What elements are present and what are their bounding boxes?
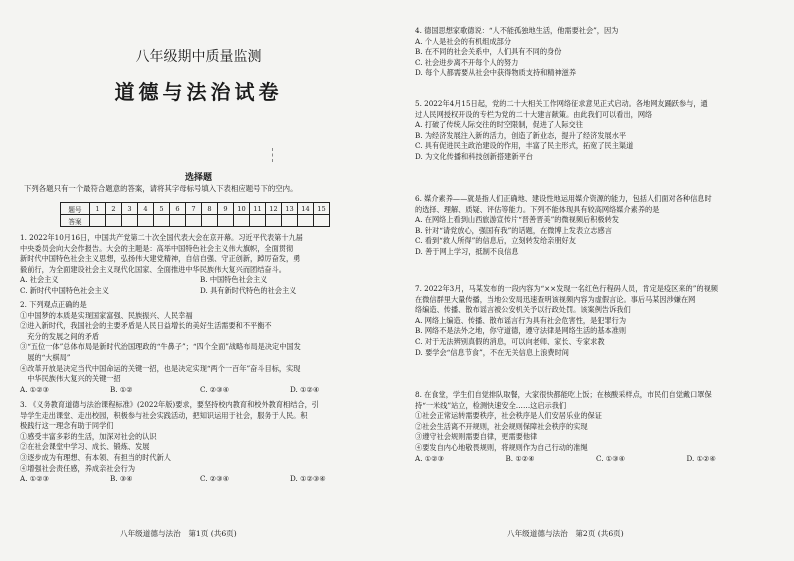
question-1 <box>20 233 380 297</box>
table-header-answer: 答案 <box>61 215 90 227</box>
question-text: 1. 2022年10月16日，中国共产党第二十次全国代表大会在京开幕。习近平代表第十九届 <box>20 233 303 242</box>
option-b: B. 针对“请党放心，强国有我”的话题，在微博上发表立志感言 <box>415 225 612 235</box>
option-b: B. ①② <box>110 384 133 394</box>
table-cell: 5 <box>154 203 170 215</box>
answer-cell-14[interactable] <box>298 215 314 227</box>
option-c: C. 具有促进民主政治建设的作用，丰富了民主形式，拓宽了民主渠道 <box>415 141 634 151</box>
question-4 <box>415 26 777 79</box>
table-cell: 10 <box>234 203 250 215</box>
table-cell: 1 <box>90 203 106 215</box>
question-text: 6. 媒介素养——就是指人们正确地、建设性地运用媒介资源的能力，包括人们面对各种信息时 <box>415 194 712 203</box>
options-row <box>20 286 380 297</box>
question-text: ①社会正常运转需要秩序，社会秩序是人们安居乐业的保证 <box>415 411 602 421</box>
answer-cell-12[interactable] <box>266 215 282 227</box>
answer-cell-8[interactable] <box>202 215 218 227</box>
option-b: B. 为经济发展注入新的活力，创造了新业态，提升了经济发展水平 <box>415 130 627 140</box>
question-text: ③逐步成为有理想、有本领、有担当的时代新人 <box>20 452 171 462</box>
question-text: 新时代中国特色社会主义思想，弘扬伟大建党精神，自信自强、守正创新，踔厉奋发，勇 <box>20 254 301 264</box>
question-text: 的选择、理解、质疑、评估等能力。下列不能体现具有较高网络媒介素养的是 <box>415 204 660 214</box>
option-d: D. 为文化传播和科技创新搭建新平台 <box>415 151 533 161</box>
section-heading: 选择题 <box>184 173 212 183</box>
table-cell: 7 <box>186 203 202 215</box>
exam-subtitle: 八年级期中质量监测 <box>135 49 262 65</box>
answer-cell-1[interactable] <box>90 215 106 227</box>
question-text: 中华民族伟大复兴的关键一招 <box>20 374 121 384</box>
option-b: B. ③④ <box>110 474 133 484</box>
option-c: C. ①③④ <box>596 453 626 463</box>
question-text: 2. 下列观点正确的是 <box>20 300 87 309</box>
table-row <box>61 203 330 215</box>
fold-mark <box>272 148 274 162</box>
option-c: C. ②③④ <box>200 474 230 484</box>
answer-cell-6[interactable] <box>170 215 186 227</box>
option-d: D. 要学会“信息节食”，不在无关信息上浪费时间 <box>415 347 569 357</box>
options-row <box>415 454 777 465</box>
table-cell: 8 <box>202 203 218 215</box>
question-text: 展的“大棋局” <box>20 352 71 362</box>
answer-cell-5[interactable] <box>154 215 170 227</box>
question-3 <box>20 400 380 485</box>
question-text: 过人民网授权开设的专栏为党的二十大建言献策。由此我们可以看出，网络 <box>415 109 653 119</box>
question-text: ④改革开放是决定当代中国命运的关键一招，也是决定实现“两个一百年”奋斗目标，实现 <box>20 363 301 373</box>
option-d: D. ①②④ <box>686 453 716 463</box>
question-2 <box>20 300 380 395</box>
option-a: A. 打破了传统人际交往的时空限制，促进了人际交往 <box>415 120 583 130</box>
options-row <box>20 385 380 396</box>
option-a: A. 在网络上看到山西旅游宣传片“晋善晋美”的微视频后积极转发 <box>415 215 619 225</box>
table-cell: 2 <box>106 203 122 215</box>
option-c: C. ②③④ <box>200 384 230 394</box>
table-cell: 15 <box>314 203 330 215</box>
option-a: A. 个人是社会的有机组成部分 <box>415 36 512 46</box>
question-text: ②社会生活离不开规则，社会规则保障社会秩序的实现 <box>415 421 588 431</box>
table-cell: 14 <box>298 203 314 215</box>
table-cell: 3 <box>122 203 138 215</box>
option-b: B. 网络不是法外之地，你守道德，遵守法律是网络生活的基本准则 <box>415 326 627 336</box>
option-a: A. 网络上编造、传播、散布谣言行为具有社会危害性，是犯罪行为 <box>415 315 627 325</box>
question-text: 导学生走出课堂、走出校园，积极参与社会实践活动，把知识运用于社会，服务于人民。积 <box>20 410 308 420</box>
question-6 <box>415 194 777 258</box>
question-text: 持“一米线”站立，检测快速安全……这启示我们 <box>415 400 567 410</box>
option-d: D. 具有新时代特色的社会主义 <box>200 285 297 295</box>
option-b: B. ①②④ <box>505 453 535 463</box>
answer-cell-2[interactable] <box>106 215 122 227</box>
table-cell: 4 <box>138 203 154 215</box>
option-b: B. 中国特色社会主义 <box>200 275 268 285</box>
page-footer: 八年级道德与法治 第1页 (共6页) <box>120 529 237 538</box>
question-text: 络编造、传播、散布谣言被公安机关予以行政处罚。该案例告诉我们 <box>415 305 631 315</box>
options-row <box>20 275 380 286</box>
option-a: A. ①②③ <box>20 384 50 394</box>
option-c: C. 对于无法辨别真假的消息，可以向老师、家长、专家求教 <box>415 336 605 346</box>
answer-cell-4[interactable] <box>138 215 154 227</box>
answer-cell-7[interactable] <box>186 215 202 227</box>
answer-cell-9[interactable] <box>218 215 234 227</box>
table-cell: 11 <box>250 203 266 215</box>
table-cell: 13 <box>282 203 298 215</box>
question-text: 充分的发展之间的矛盾 <box>20 331 100 341</box>
answer-table <box>60 202 330 227</box>
answer-cell-10[interactable] <box>234 215 250 227</box>
question-text: 5. 2022年4月15日起，党的二十大相关工作网络征求意见正式启动。各地网友踊跃参与，通 <box>415 99 708 108</box>
option-a: A. ①②③ <box>20 474 50 484</box>
table-cell: 12 <box>266 203 282 215</box>
answer-cell-15[interactable] <box>314 215 330 227</box>
option-c: C. 社会进步离不开每个人的努力 <box>415 57 519 67</box>
question-text: 3. 《义务教育道德与法治课程标准》(2022年版)要求，要坚持校内教育和校外教育相结合，引 <box>20 400 319 409</box>
question-text: 4. 德国思想家歌德说：“人不能孤独地生活，他需要社会”，因为 <box>415 26 619 35</box>
instruction-text: 下列各题只有一个最符合题意的答案，请将其字母标号填入下表相应题号下的空内。 <box>24 184 298 193</box>
answer-cell-11[interactable] <box>250 215 266 227</box>
right-page <box>397 0 794 561</box>
question-5 <box>415 99 777 163</box>
option-d: D. 善于网上学习，抵制不良信息 <box>415 246 519 256</box>
table-cell: 6 <box>170 203 186 215</box>
question-text: 7. 2022年3月，马某发布的一段内容为“××发现一名红色行程码人员，肯定是疫区来的”的视频 <box>415 284 718 293</box>
question-7 <box>415 284 777 358</box>
option-a: A. ①②③ <box>415 453 445 463</box>
question-text: ①中国梦的本质是实现国家富强、民族振兴、人民幸福 <box>20 310 193 320</box>
question-text: 极践行这一理念有助于同学们 <box>20 421 114 431</box>
question-text: 中央委员会向大会作报告。大会的主题是：高举中国特色社会主义伟大旗帜，全面贯彻 <box>20 243 294 253</box>
option-c: C. 看到“救人所得”的信息后，立刻转发给亲朋好友 <box>415 236 576 246</box>
question-text: ②进入新时代，我国社会的主要矛盾是人民日益增长的美好生活需要和不平衡不 <box>20 321 272 331</box>
exam-title: 道德与法治试卷 <box>114 80 283 104</box>
question-text: ②在社会课堂中学习、成长、锻炼、发展 <box>20 442 150 452</box>
question-text: ③遵守社会规则需要自律，更需要他律 <box>415 432 538 442</box>
question-text: ①感受丰富多彩的生活，加深对社会的认识 <box>20 431 157 441</box>
question-8 <box>415 390 777 464</box>
question-text: ④要发自内心地敬畏规则，将规则作为自己行动的准绳 <box>415 442 588 452</box>
answer-cell-3[interactable] <box>122 215 138 227</box>
option-d: D. ①②④ <box>290 384 320 394</box>
answer-cell-13[interactable] <box>282 215 298 227</box>
question-text: 8. 在食堂，学生们自觉排队取餐，大家很快都能吃上饭；在核酸采样点，市民们自觉戴口罩保 <box>415 390 712 399</box>
option-c: C. 新时代中国特色社会主义 <box>20 285 109 295</box>
option-d: D. 每个人都需要从社会中获得物质支持和精神滋养 <box>415 68 577 78</box>
question-text: ④增强社会责任感，养成亲社会行为 <box>20 463 136 473</box>
option-b: B. 在不同的社会关系中，人们具有不同的身份 <box>415 47 562 57</box>
question-text: 毅前行，为全面建设社会主义现代化国家、全面推进中华民族伟大复兴而团结奋斗。 <box>20 264 286 274</box>
page-footer: 八年级道德与法治 第2页 (共6页) <box>507 529 624 538</box>
question-text: 在微信群里大量传播，当地公安局迅速查明该视频内容为虚假言论。事后马某因涉嫌在网 <box>415 294 696 304</box>
option-d: D. ①②③④ <box>290 474 326 484</box>
table-cell: 9 <box>218 203 234 215</box>
table-row <box>61 215 330 227</box>
options-row <box>20 474 380 485</box>
option-a: A. 社会主义 <box>20 275 59 285</box>
question-text: ③“五位一体”总体布局是新时代治国理政的“牛鼻子”；“四个全面”战略布局是决定中国发 <box>20 342 301 352</box>
table-header-number: 题号 <box>61 203 90 215</box>
